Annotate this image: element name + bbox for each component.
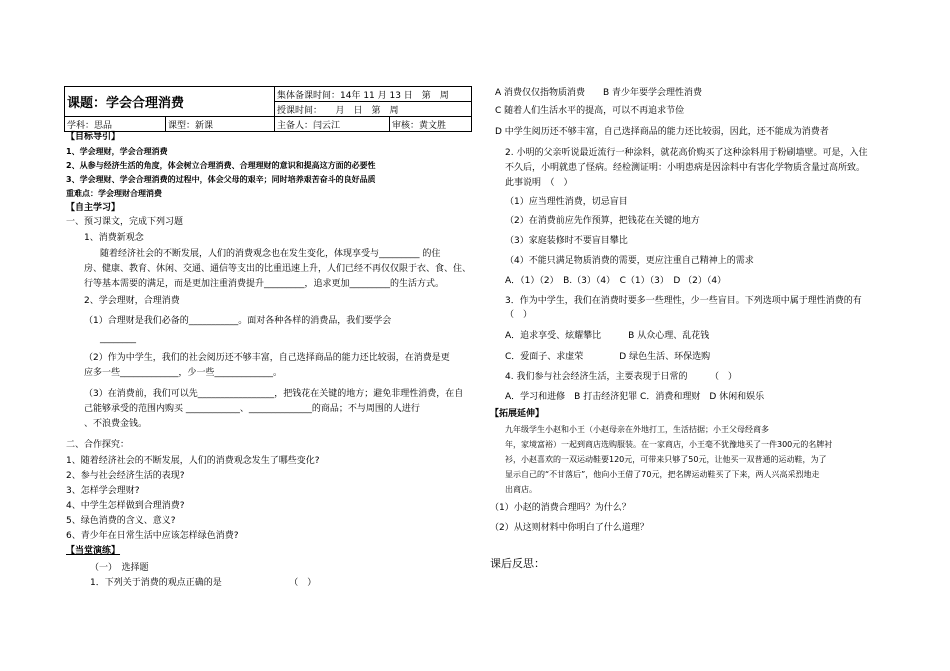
q1-options-ab: A 消费仅仅指物质消费 B 青少年要学会理性消费: [495, 88, 703, 98]
story-line1: 九年级学生小赵和小王（小赵母亲在外地打工，生活拮据；小王父母经商多: [505, 425, 769, 434]
q3-choices-ab: A．追求享受、炫耀攀比 B 从众心理、乱花钱: [505, 331, 710, 341]
practice-heading: 【当堂演练】: [66, 546, 121, 556]
coop-q2: 2、参与社会经济生活的表现?: [66, 471, 185, 481]
para1-line1: 随着经济社会的不断发展，人们的消费观念也在发生变化，体现享受与_________ 的住: [100, 249, 441, 259]
goal-1: 1、学会理财，学会合理消费: [66, 147, 168, 156]
q2-stem-line2: 不久后，小明就患了怪病。经检测证明：小明患病是因涂料中有害化学物质含量过高所致。: [505, 163, 866, 173]
q3-stem-line2: （ ）: [505, 310, 533, 320]
self-study-heading: 【自主学习】: [66, 203, 121, 213]
subject-cell: 学科：思品: [65, 117, 166, 132]
q2-item-4: （4）不能只满足物质消费的需要，更应注重自己精神上的需求: [505, 256, 754, 266]
coop-q3: 3、怎样学会理财?: [66, 486, 140, 496]
story-line2: 年，家境富裕）一起到商店选购服装。在一家商店，小王毫不犹豫地买了一件300元的名牌衬: [505, 440, 833, 449]
reflection-label: 课后反思：: [490, 557, 545, 570]
preview-instruction: 一、预习课文，完成下列习题: [66, 217, 184, 227]
goals-heading: 【目标导引】: [66, 132, 121, 142]
preparer-cell: 主备人：闫云江: [275, 117, 390, 132]
q2-item-1: （1）应当理性消费，切忌盲目: [505, 197, 628, 207]
q1-option-c: C 随着人们生活水平的提高，可以不再追求节俭: [495, 106, 685, 116]
extension-heading: 【拓展延伸】: [490, 409, 545, 419]
reviewer-cell: 审核：黄文胜: [390, 117, 472, 132]
story-line4: 显示自己的“不甘落后”，他向小王借了70元，把名牌运动鞋买了下来，两人兴高采烈地走: [505, 470, 820, 479]
q2-stem-line3: 此事说明 （ ）: [505, 178, 573, 188]
story-line5: 出商店。: [505, 485, 537, 494]
extension-q2: （2）从这则材料中你明白了什么道理？: [490, 523, 649, 533]
type-cell: 课型：新课: [166, 117, 275, 132]
coop-q4: 4、中学生怎样做到合理消费?: [66, 501, 185, 511]
choice-heading: （一） 选择题: [90, 563, 149, 573]
q1-option-d: D 中学生阅历还不够丰富，自己选择商品的能力还比较弱，因此，还不能成为消费者: [495, 127, 829, 137]
choice-q1: 1．下列关于消费的观点正确的是 （ ）: [90, 578, 317, 588]
para1-line3: 行等基本需要的满足，而是更加注重消费提升_________，追求更加_________的生活方式。: [84, 279, 445, 289]
class-time: 授课时间： 月 日 第 周: [275, 102, 472, 117]
section-1-title: 1、消费新观念: [84, 233, 144, 243]
q3-line3: 、不浪费金钱。: [84, 419, 148, 429]
q3-choices-cd: C．爱面子、求虚荣 D 绿色生活、环保选购: [505, 352, 711, 362]
q2-item-3: （3）家庭装修时不要盲目攀比: [505, 236, 628, 246]
q3-line1: （3）在消费前，我们可以先_________________，把钱花在关键的地方；避免非理性消费，在自: [84, 389, 464, 399]
q2-choices: A．（1）（2） B.（3）（4） C（1）（3） D （2）（4）: [505, 276, 727, 286]
q2-line1: （2）作为中学生，我们的社会阅历还不够丰富，自己选择商品的能力还比较弱，在消费是更: [84, 353, 450, 363]
q4-stem: 4. 我们参与社会经济生活，主要表现于日常的 （ ）: [505, 372, 737, 382]
goal-2: 2、从参与经济生活的角度，体会树立合理消费、合理理财的意识和提高这方面的必要性: [66, 161, 376, 170]
section-2-title: 2、学会理财，合理消费: [84, 296, 180, 306]
goal-3: 3、学会理财、学会合理消费的过程中，体会父母的艰辛；同时培养艰苦奋斗的良好品质: [66, 175, 376, 184]
story-line3: 衫，小赵喜欢的一双运动鞋要120元，可带来只够了50元，让他买一双普通的运动鞋，为了: [505, 455, 827, 464]
q2-stem-line1: 2. 小明的父亲听说最近流行一种涂料，就花高价购买了这种涂料用于粉刷墙壁。可是，入住: [505, 148, 868, 158]
key-points: 重难点：学会理财合理消费: [66, 189, 162, 198]
prep-time: 集体备课时间：14年 11 月 13 日 第 周: [275, 87, 472, 102]
extension-q1: （1）小赵的消费合理吗？为什么？: [490, 503, 631, 513]
coop-q6: 6、青少年在日常生活中应该怎样绿色消费?: [66, 531, 239, 541]
lesson-title: 课题：学会合理消费: [65, 87, 275, 117]
coop-q5: 5、绿色消费的含义、意义?: [66, 516, 176, 526]
q2-line2: 应多一些_____________，少一些_____________。: [84, 368, 283, 378]
q1-line2: ________: [100, 334, 136, 344]
para1-line2: 房、健康、教育、休闲、交通、通信等支出的比重迅速上升，人们已经不再仅仅限于衣、食、住、: [84, 264, 472, 274]
header-table: [64, 86, 472, 132]
coop-q1: 1、随着经济社会的不断发展，人们的消费观念发生了哪些变化?: [66, 456, 320, 466]
q4-choices: A．学习和进修 B 打击经济犯罪 C．消费和理财 D 休闲和娱乐: [505, 392, 765, 402]
q1-line1: （1）合理财是我们必备的___________。面对各种各样的消费品，我们要学会: [84, 316, 392, 326]
coop-heading: 二、合作探究：: [66, 440, 130, 450]
q3-line2: 己能够承受的范围内购买 ____________、______________的商品；不与周围的人进行: [84, 404, 420, 414]
q2-item-2: （2）在消费前应先作预算，把钱花在关键的地方: [505, 216, 700, 226]
q3-stem-line1: 3．作为中学生，我们在消费时要多一些理性，少一些盲目。下列选项中属于理性消费的有: [505, 296, 862, 306]
